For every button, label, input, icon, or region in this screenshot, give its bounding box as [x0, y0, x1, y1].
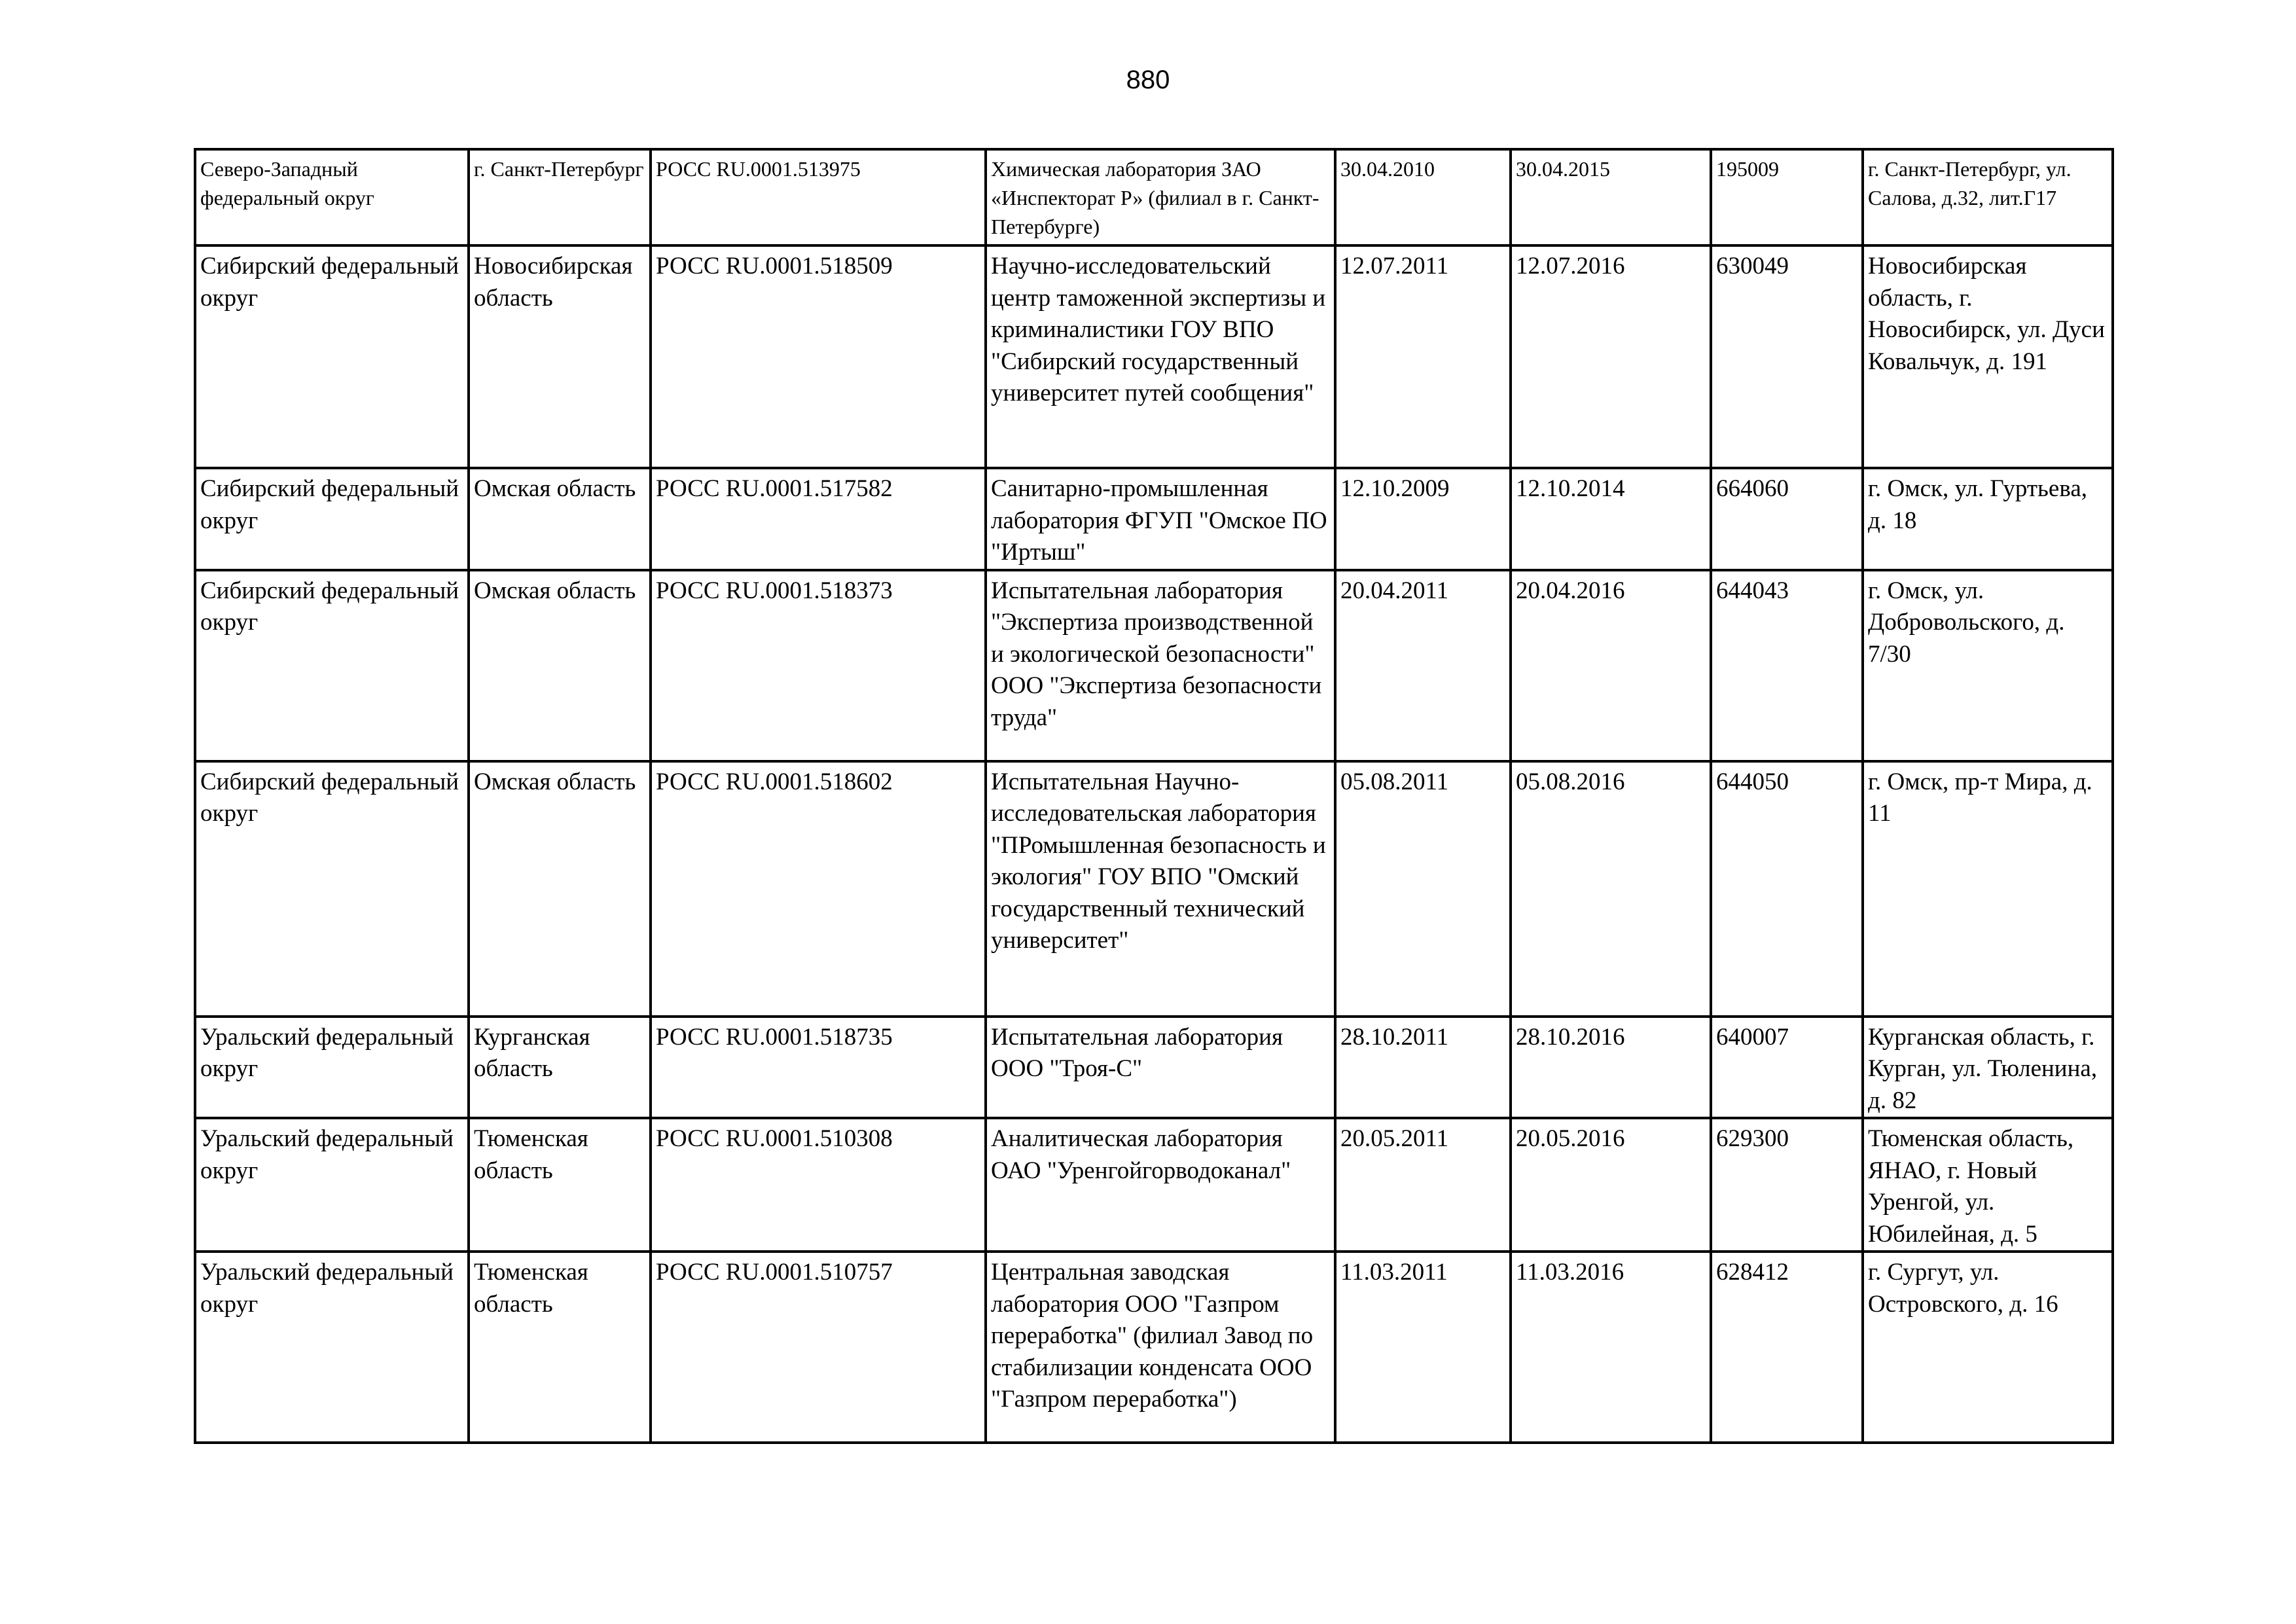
cell-valid-to: 30.04.2015: [1511, 149, 1711, 245]
page-number: 880: [1126, 65, 1170, 94]
cell-valid-to: 05.08.2016: [1511, 761, 1711, 1017]
cell-certificate-number: РОСС RU.0001.518509: [651, 245, 986, 468]
table-row: [195, 149, 2113, 245]
cell-valid-from: 20.05.2011: [1335, 1118, 1511, 1252]
cell-federal-district: Уральский федеральный округ: [195, 1252, 469, 1443]
cell-laboratory-name: Санитарно-промышленная лаборатория ФГУП "Омское ПО "Иртыш": [986, 468, 1335, 570]
cell-laboratory-name: Испытательная лаборатория ООО "Троя-С": [986, 1017, 1335, 1119]
cell-certificate-number: РОСС RU.0001.513975: [651, 149, 986, 245]
cell-federal-district: Уральский федеральный округ: [195, 1118, 469, 1252]
cell-region: Омская область: [469, 761, 651, 1017]
cell-address: г. Санкт-Петербург, ул. Салова, д.32, лит.Г17: [1863, 149, 2113, 245]
cell-valid-to: 12.07.2016: [1511, 245, 1711, 468]
cell-valid-to: 20.04.2016: [1511, 570, 1711, 761]
cell-valid-to: 28.10.2016: [1511, 1017, 1711, 1119]
cell-address: Тюменская область, ЯНАО, г. Новый Уренгой, ул. Юбилейная, д. 5: [1863, 1118, 2113, 1252]
cell-laboratory-name: Испытательная лаборатория "Экспертиза производственной и экологической безопасности" ООО "Экспертиза безопасности труда": [986, 570, 1335, 761]
cell-address: г. Сургут, ул. Островского, д. 16: [1863, 1252, 2113, 1443]
cell-postal-index: 628412: [1711, 1252, 1863, 1443]
cell-address: г. Омск, пр-т Мира, д. 11: [1863, 761, 2113, 1017]
cell-federal-district: Уральский федеральный округ: [195, 1017, 469, 1119]
cell-valid-to: 20.05.2016: [1511, 1118, 1711, 1252]
cell-postal-index: 640007: [1711, 1017, 1863, 1119]
laboratory-registry-table: [194, 148, 2114, 1444]
cell-postal-index: 629300: [1711, 1118, 1863, 1252]
cell-address: г. Омск, ул. Добровольского, д. 7/30: [1863, 570, 2113, 761]
cell-postal-index: 630049: [1711, 245, 1863, 468]
cell-region: Новосибирская область: [469, 245, 651, 468]
cell-valid-to: 11.03.2016: [1511, 1252, 1711, 1443]
cell-certificate-number: РОСС RU.0001.510308: [651, 1118, 986, 1252]
cell-postal-index: 664060: [1711, 468, 1863, 570]
cell-laboratory-name: Испытательная Научно-исследовательская лаборатория "ПРомышленная безопасность и экология" ГОУ ВПО "Омский государственный технический университет": [986, 761, 1335, 1017]
cell-valid-from: 28.10.2011: [1335, 1017, 1511, 1119]
cell-postal-index: 644043: [1711, 570, 1863, 761]
cell-postal-index: 644050: [1711, 761, 1863, 1017]
cell-valid-from: 20.04.2011: [1335, 570, 1511, 761]
cell-federal-district: Сибирский федеральный округ: [195, 761, 469, 1017]
cell-valid-from: 12.07.2011: [1335, 245, 1511, 468]
cell-region: г. Санкт-Петербург: [469, 149, 651, 245]
cell-certificate-number: РОСС RU.0001.518602: [651, 761, 986, 1017]
cell-certificate-number: РОСС RU.0001.517582: [651, 468, 986, 570]
table-row: [195, 570, 2113, 761]
cell-valid-from: 11.03.2011: [1335, 1252, 1511, 1443]
cell-laboratory-name: Научно-исследовательский центр таможенной экспертизы и криминалистики ГОУ ВПО "Сибирский государственный университет путей сообщения": [986, 245, 1335, 468]
cell-certificate-number: РОСС RU.0001.510757: [651, 1252, 986, 1443]
table-row: [195, 245, 2113, 468]
cell-region: Тюменская область: [469, 1252, 651, 1443]
cell-federal-district: Сибирский федеральный округ: [195, 570, 469, 761]
cell-federal-district: Сибирский федеральный округ: [195, 245, 469, 468]
cell-valid-from: 12.10.2009: [1335, 468, 1511, 570]
table-row: [195, 1118, 2113, 1252]
cell-certificate-number: РОСС RU.0001.518373: [651, 570, 986, 761]
table-row: [195, 1252, 2113, 1443]
cell-valid-from: 05.08.2011: [1335, 761, 1511, 1017]
cell-laboratory-name: Аналитическая лаборатория ОАО "Уренгойгорводоканал": [986, 1118, 1335, 1252]
cell-address: Новосибирская область, г. Новосибирск, ул. Дуси Ковальчук, д. 191: [1863, 245, 2113, 468]
cell-federal-district: Сибирский федеральный округ: [195, 468, 469, 570]
table-row: [195, 1017, 2113, 1119]
cell-certificate-number: РОСС RU.0001.518735: [651, 1017, 986, 1119]
cell-region: Тюменская область: [469, 1118, 651, 1252]
cell-valid-to: 12.10.2014: [1511, 468, 1711, 570]
table-row: [195, 468, 2113, 570]
cell-federal-district: Северо-Западный федеральный округ: [195, 149, 469, 245]
cell-valid-from: 30.04.2010: [1335, 149, 1511, 245]
cell-address: г. Омск, ул. Гуртьева, д. 18: [1863, 468, 2113, 570]
cell-postal-index: 195009: [1711, 149, 1863, 245]
cell-region: Омская область: [469, 468, 651, 570]
cell-address: Курганская область, г. Курган, ул. Тюленина, д. 82: [1863, 1017, 2113, 1119]
cell-region: Курганская область: [469, 1017, 651, 1119]
cell-laboratory-name: Химическая лаборатория ЗАО «Инспекторат Р» (филиал в г. Санкт-Петербурге): [986, 149, 1335, 245]
cell-region: Омская область: [469, 570, 651, 761]
cell-laboratory-name: Центральная заводская лаборатория ООО "Газпром переработка" (филиал Завод по стабилизации конденсата ООО "Газпром переработка"): [986, 1252, 1335, 1443]
table-row: [195, 761, 2113, 1017]
